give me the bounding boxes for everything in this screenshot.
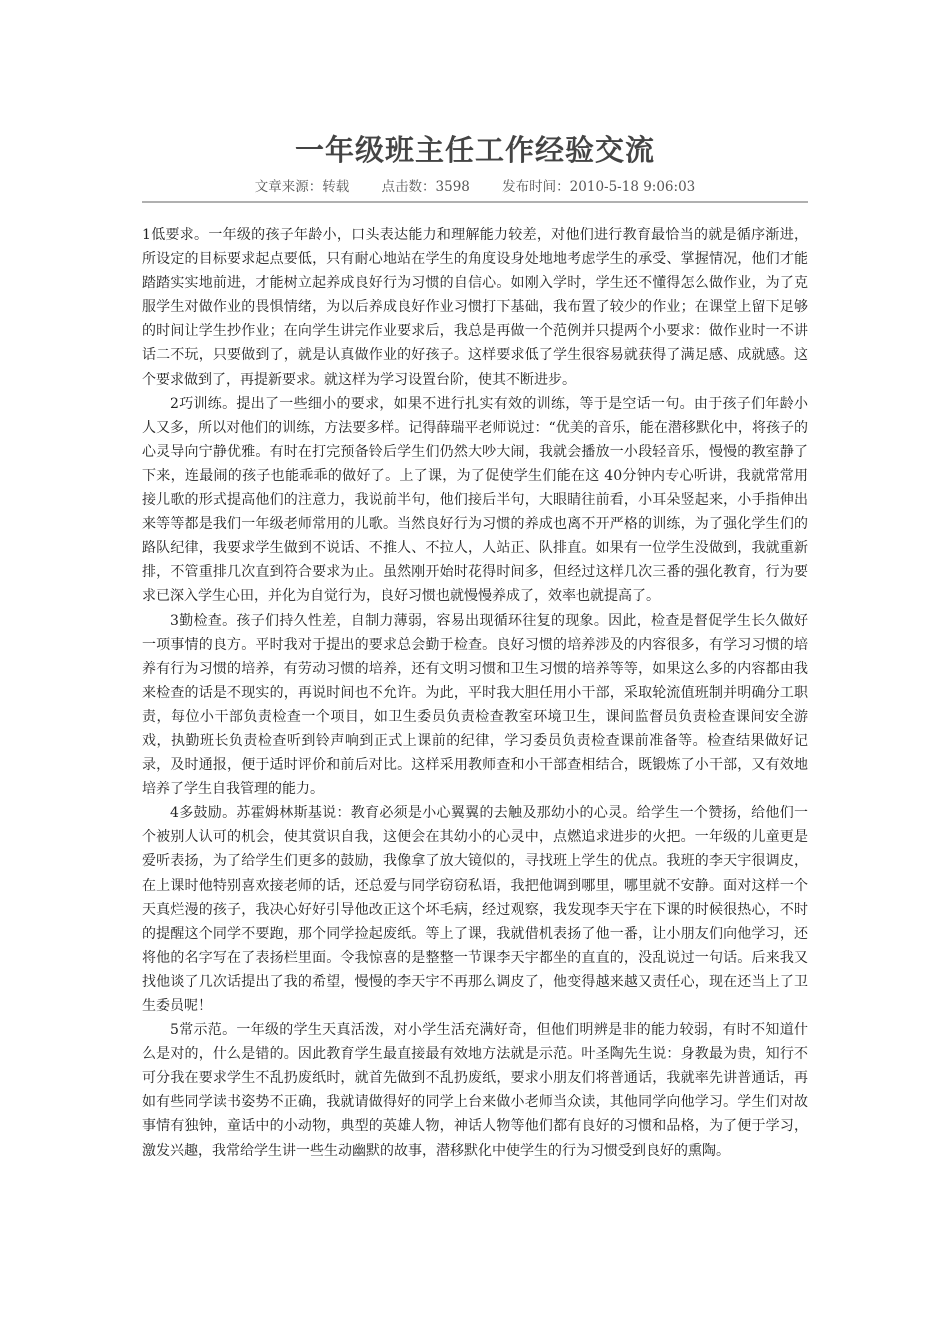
paragraph-more-encouragement: 4多鼓励。苏霍姆林斯基说：教育必须是小心翼翼的去触及那幼小的心灵。给学生一个赞扬，给他们一个被别人认可的机会，使其赏识自我，这便会在其幼小的心灵中，点燃追求进步的火把。一年级的儿童更是爱听表扬，为了给学生们更多的鼓励，我像拿了放大镜似的，寻找班上学生的优点。我班的李天宇很调皮，在上课时他特别喜欢接老师的话，还总爱与同学窃窃私语，我把他调到哪里，哪里就不安静。面对这样一个天真烂漫的孩子，我决心好好引导他改正这个坏毛病，经过观察，我发现李天宇在下课的时候很热心，不时的提醒这个同学不要跑，那个同学捡起废纸。等上了课，我就借机表扬了他一番，让小朋友们向他学习，还将他的名字写在了表扬栏里面。令我惊喜的是整整一节课李天宇都坐的直直的，没乱说过一句话。后来我又找他谈了几次话提出了我的希望，慢慢的李天宇不再那么调皮了，他变得越来越又责任心，现在还当上了卫生委员呢！ bbox=[142, 805, 808, 1014]
paragraph-regular-demonstration: 5常示范。一年级的学生天真活泼，对小学生活充满好奇，但他们明辨是非的能力较弱，有时不知道什么是对的，什么是错的。因此教育学生最直接最有效地方法就是示范。叶圣陶先生说：身教最为贵，知行不可分我在要求学生不乱扔废纸时，就首先做到不乱扔废纸，要求小朋友们将普通话，我就率先讲普通话，再如有些同学读书姿势不正确，我就请做得好的同学上台来做小老师当众读，其他同学向他学习。学生们对故事情有独钟，童话中的小动物，典型的英雄人物，神话人物等他们都有良好的习惯和品格，为了便于学习，激发兴趣，我常给学生讲一些生动幽默的故事，潜移默化中使学生的行为习惯受到良好的熏陶。 bbox=[142, 1022, 808, 1159]
article-published: 发布时间：2010-5-18 9:06:03 bbox=[502, 179, 696, 195]
article-meta bbox=[142, 176, 808, 198]
article-title: 一年级班主任工作经验交流 bbox=[294, 133, 655, 167]
article-source: 文章来源：转载 bbox=[254, 179, 350, 195]
header-divider bbox=[142, 201, 808, 203]
article-clicks: 点击数：3598 bbox=[381, 179, 470, 195]
paragraph-clever-training: 2巧训练。提出了一些细小的要求，如果不进行扎实有效的训练，等于是空话一句。由于孩子们年龄小人又多，所以对他们的训练，方法要多样。记得薛瑞平老师说过：“优美的音乐，能在潜移默化中，将孩子的心灵导向宁静优雅。有时在打完预备铃后学生们仍然大吵大闹，我就会播放一小段轻音乐，慢慢的教室静了下来，连最闹的孩子也能乖乖的做好了。上了课，为了促使学生们能在这 40分钟内专心听讲，我就常常用接儿歌的形式提高他们的注意力，我说前半句，他们接后半句，大眼睛往前看，小耳朵竖起来，小手指伸出来等等都是我们一年级老师常用的儿歌。当然良好行为习惯的养成也离不开严格的训练，为了强化学生们的路队纪律，我要求学生做到不说话、不推人、不拉人，人站正、队排直。如果有一位学生没做到，我就重新排，不管重排几次直到符合要求为止。虽然刚开始时花得时间多，但经过这样几次三番的强化教育，行为要求已深入学生心田，并化为自觉行为，良好习惯也就慢慢养成了，效率也就提高了。 bbox=[142, 395, 808, 605]
paragraph-frequent-checks: 3勤检查。孩子们持久性差，自制力薄弱，容易出现循环往复的现象。因此，检查是督促学生长久做好一项事情的良方。平时我对于提出的要求总会勤于检查。良好习惯的培养涉及的内容很多，有学习习惯的培养有行为习惯的培养，有劳动习惯的培养，还有文明习惯和卫生习惯的培养等等，如果这么多的内容都由我来检查的话是不现实的，再说时间也不允许。为此，平时我大胆任用小干部，采取轮流值班制并明确分工职责，每位小干部负责检查一个项目，如卫生委员负责检查教室环境卫生，课间监督员负责检查课间安全游戏，执勤班长负责检查听到铃声响到正式上课前的纪律，学习委员负责检查课前准备等。检查结果做好记录，及时通报，便于适时评价和前后对比。这样采用教师查和小干部查相结合，既锻炼了小干部，又有效地培养了学生自我管理的能力。 bbox=[142, 612, 808, 798]
paragraph-low-requirements: 1低要求。一年级的孩子年龄小，口头表达能力和理解能力较差，对他们进行教育最恰当的就是循序渐进，所设定的目标要求起点要低，只有耐心地站在学生的角度设身处地地考虑学生的承受、掌握情况，他们才能踏踏实实地前进，才能树立起养成良好行为习惯的自信心。如刚入学时，学生还不懂得怎么做作业，为了克服学生对做作业的畏惧情绪，为以后养成良好作业习惯打下基础，我布置了较少的作业；在课堂上留下足够的时间让学生抄作业；在向学生讲完作业要求后，我总是再做一个范例并只提两个小要求：做作业时一不讲话二不玩，只要做到了，就是认真做作业的好孩子。这样要求低了学生很容易就获得了满足感、成就感。这个要求做到了，再提新要求。就这样为学习设置台阶，使其不断进步。 bbox=[142, 227, 808, 388]
article-body bbox=[142, 223, 808, 1163]
